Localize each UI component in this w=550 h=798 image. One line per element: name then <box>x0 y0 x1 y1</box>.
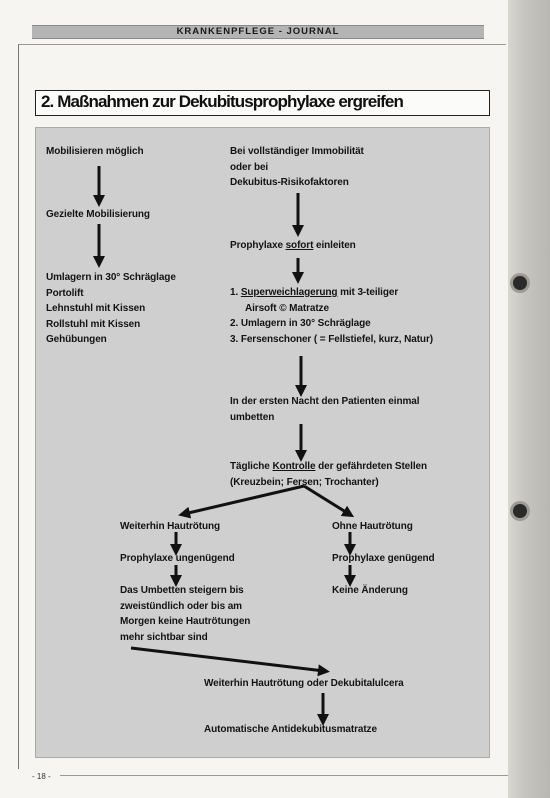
measure-2: 2. Umlagern in 30° Schräglage <box>230 318 371 329</box>
punch-hole-top <box>513 276 527 290</box>
branch-still-redness: Weiterhin Hautrötung <box>120 521 221 532</box>
step-targeted-mobilization: Gezielte Mobilisierung <box>46 209 150 220</box>
page-edge <box>508 0 550 798</box>
branch-insufficient: Prophylaxe ungenügend <box>120 553 235 564</box>
first-night-step: In der ersten Nacht den Patienten einmal umbetten <box>230 396 420 423</box>
immobility-condition: Bei vollständiger Immobilität oder bei Dekubitus-Risikofaktoren <box>230 146 364 188</box>
journal-header: KRANKENPFLEGE - JOURNAL <box>32 25 484 39</box>
prophylaxe-immediately: Prophylaxe sofort einleiten <box>230 240 356 251</box>
step-mobilize-possible: Mobilisieren möglich <box>46 146 144 157</box>
measure-item: Portolift <box>46 287 84 299</box>
measure-1: 1. Superweichlagerung mit 3-teiliger <box>230 287 399 298</box>
branch-no-redness: Ohne Hautrötung <box>332 521 413 532</box>
measure-item: Umlagern in 30° Schräglage <box>46 272 176 283</box>
measure-item: Lehnstuhl mit Kissen <box>46 303 146 314</box>
footer-rule <box>60 775 508 776</box>
measure-1-line2: Airsoft © Matratze <box>245 302 329 314</box>
branch-sufficient: Prophylaxe genügend <box>332 553 435 564</box>
branch-increase-turning: Das Umbetten steigern bis zweistündlich oder bis am Morgen keine Hautrötungen mehr sichtbar sind <box>120 585 251 643</box>
measures-list-left <box>46 270 176 348</box>
still-redness-or-ulcer: Weiterhin Hautrötung oder Dekubitalulcera <box>204 678 404 689</box>
arrow-to-ulcer <box>131 648 324 671</box>
flowchart-panel <box>35 127 490 758</box>
automatic-mattress: Automatische Antidekubitusmatratze <box>204 724 377 735</box>
measure-item: Rollstuhl mit Kissen <box>46 318 141 330</box>
arrow-branch-right <box>304 486 349 514</box>
measure-item: Gehübungen <box>46 334 107 345</box>
page-number: - 18 - <box>32 772 51 781</box>
daily-control-step: Tägliche Kontrolle der gefährdeten Stellen (Kreuzbein; Fersen; Trochanter) <box>230 461 427 488</box>
measures-list-right <box>230 285 433 347</box>
punch-hole-bottom <box>513 504 527 518</box>
section-title-box <box>35 90 490 116</box>
branch-no-change: Keine Änderung <box>332 585 408 596</box>
measure-3: 3. Fersenschoner ( = Fellstiefel, kurz, Natur) <box>230 333 433 345</box>
arrow-branch-left <box>184 486 304 514</box>
section-title: 2. Maßnahmen zur Dekubitusprophylaxe ergreifen <box>41 92 403 111</box>
